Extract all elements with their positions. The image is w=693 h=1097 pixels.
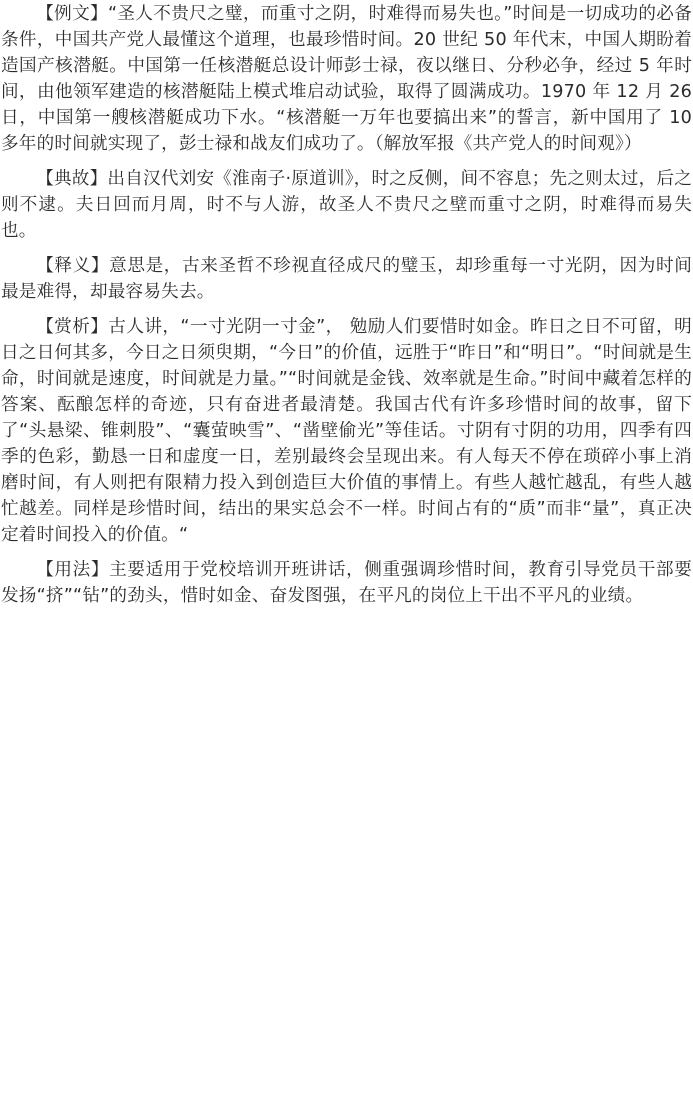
section-tag-meaning: 【释义】 bbox=[36, 255, 110, 276]
article-body bbox=[1, 1, 692, 609]
paragraph-text: 古人讲，“一寸光阴一寸金”， 勉励人们要惜时如金。昨日之日不可留，明日之日何其多，今日之日须臾期，“今日”的价值，远胜于“昨日”和“明日”。“时间就是生命，时间就是速度，时间就是力量。”“时间就是金钱、效率就是生命。”时间中藏着怎样的答案、酝酿怎样的奇迹，只有奋进者最清楚。我国古代有许多珍惜时间的故事，留下了“头悬梁、锥刺股”、“囊萤映雪”、“凿壁偷光”等佳话。寸阴有寸阴的功用，四季有四季的色彩，勤恳一日和虚度一日，差别最终会呈现出来。有人每天不停在琐碎小事上消磨时间，有人则把有限精力投入到创造巨大价值的事情上。有些人越忙越乱，有些人越忙越差。同样是珍惜时间，结出的果实总会不一样。时间占有的“质”而非“量”，真正决定着时间投入的价值。“ bbox=[1, 316, 692, 546]
section-tag-example: 【例文】 bbox=[36, 4, 108, 24]
paragraph-appreciation bbox=[1, 314, 692, 549]
paragraph-allusion bbox=[1, 166, 692, 244]
paragraph-text: 意思是，古来圣哲不珍视直径成尺的璧玉，却珍重每一寸光阴，因为时间最是难得，却最容易失去。 bbox=[1, 255, 692, 302]
paragraph-text: “圣人不贵尺之璧，而重寸之阴，时难得而易失也。”时间是一切成功的必备条件，中国共产党人最懂这个道理，也最珍惜时间。20 世纪 50 年代末，中国人期盼着造国产核潜艇。中国第一任核潜艇总设计师彭士禄，夜以继日、分秒必争，经过 5 年时间，由他领军建造的核潜艇陆上模式堆启动试验，取得了圆满成功。1970 年 12 月 26 日，中国第一艘核潜艇成功下水。“核潜艇一万年也要搞出来”的誓言，新中国用了 10 多年的时间就实现了，彭士禄和战友们成功了。（解放军报《共产党人的时间观》） bbox=[1, 4, 692, 155]
section-tag-appreciation: 【赏析】 bbox=[36, 316, 109, 337]
paragraph-text: 出自汉代刘安《淮南子·原道训》，时之反侧，间不容息；先之则太过，后之则不逮。夫日回而月周，时不与人游，故圣人不贵尺之壁而重寸之阴，时难得而易失也。 bbox=[1, 169, 692, 242]
section-tag-allusion: 【典故】 bbox=[36, 169, 108, 190]
paragraph-example bbox=[1, 1, 692, 158]
paragraph-text: 主要适用于党校培训开班讲话，侧重强调珍惜时间，教育引导党员干部要发扬“挤”“钻”的劲头，惜时如金、奋发图强，在平凡的岗位上干出不平凡的业绩。 bbox=[1, 559, 692, 606]
paragraph-usage bbox=[1, 557, 692, 609]
paragraph-meaning bbox=[1, 253, 692, 305]
section-tag-usage: 【用法】 bbox=[36, 559, 110, 580]
